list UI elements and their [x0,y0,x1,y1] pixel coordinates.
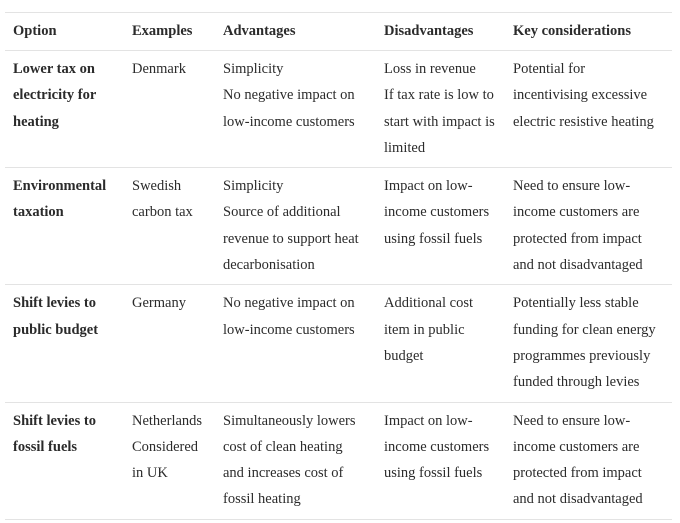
cell-text-line: Germany [132,295,186,312]
cell-option [5,402,124,519]
header-examples: Examples [132,23,193,39]
cell-text-line: Potentially less stable [513,295,639,312]
header-option: Option [13,23,57,39]
cell-option [5,51,124,168]
cell-text-line: in UK [132,465,168,482]
cell-text-line: using fossil fuels [384,465,483,482]
cell-disadvantages [376,402,505,519]
cell-text-line: funded through levies [513,374,640,391]
cell-text-line: Source of additional [223,204,341,221]
cell-text-line: Simplicity [223,61,284,77]
cell-examples [124,402,215,519]
cell-text-line: using fossil fuels [384,230,483,247]
cell-text-line: electric resistive heating [513,113,654,130]
options-table [5,12,672,520]
cell-text-line: limited [384,139,426,156]
cell-text-line: decarbonisation [223,257,315,274]
cell-text-line: and not disadvantaged [513,491,643,508]
cell-text-line: No negative impact on [223,295,355,312]
cell-examples [124,51,215,168]
options-table-container [5,12,672,520]
cell-text-line: Lower tax on [13,61,95,77]
table-row [5,168,672,285]
header-key-considerations: Key considerations [513,23,632,39]
cell-text-line: revenue to support heat [223,230,359,247]
cell-text-line: low-income customers [223,321,355,338]
cell-disadvantages [376,285,505,402]
cell-text-line: budget [384,347,424,364]
cell-text-line: public budget [13,321,99,338]
cell-text-line: Shift levies to [13,412,96,429]
cell-text-line: programmes previously [513,347,651,364]
cell-text-line: taxation [13,204,64,221]
table-row [5,402,672,519]
cell-text-line: income customers are [513,438,640,455]
cell-option [5,168,124,285]
cell-advantages [215,402,376,519]
cell-text-line: item in public [384,321,465,338]
cell-text-line: fossil heating [223,491,301,508]
table-body [5,51,672,520]
cell-advantages [215,285,376,402]
cell-text-line: Simplicity [223,178,284,195]
cell-examples [124,285,215,402]
cell-text-line: Potential for [513,61,586,77]
cell-text-line: If tax rate is low to [384,87,494,104]
cell-advantages [215,168,376,285]
cell-text-line: funding for clean energy [513,321,656,338]
cell-examples [124,168,215,285]
cell-text-line: protected from impact [513,465,642,482]
cell-text-line: cost of clean heating [223,438,343,455]
cell-text-line: Netherlands [132,412,203,429]
cell-key-considerations [505,285,672,402]
cell-key-considerations [505,51,672,168]
cell-disadvantages [376,51,505,168]
cell-text-line: fossil fuels [13,438,78,455]
cell-disadvantages [376,168,505,285]
cell-text-line: Impact on low- [384,412,473,429]
header-advantages: Advantages [223,23,296,39]
cell-text-line: heating [13,113,59,130]
cell-text-line: low-income customers [223,113,355,130]
table-header-row [5,13,672,51]
cell-text-line: electricity for [13,87,97,104]
cell-option [5,285,124,402]
cell-text-line: Considered [132,438,199,455]
table-row [5,285,672,402]
cell-text-line: income customers [384,438,490,455]
cell-text-line: Swedish [132,178,182,195]
header-disadvantages: Disadvantages [384,23,474,39]
cell-text-line: Simultaneously lowers [223,412,356,429]
cell-text-line: income customers [384,204,490,221]
cell-text-line: Shift levies to [13,295,96,312]
cell-text-line: protected from impact [513,230,642,247]
cell-text-line: and not disadvantaged [513,257,643,274]
table-row [5,51,672,168]
cell-text-line: Impact on low- [384,178,473,195]
cell-text-line: Need to ensure low- [513,178,631,195]
cell-advantages [215,51,376,168]
cell-text-line: Environmental [13,178,107,195]
cell-text-line: Need to ensure low- [513,412,631,429]
cell-text-line: Additional cost [384,295,474,312]
cell-text-line: Denmark [132,61,186,77]
cell-key-considerations [505,402,672,519]
cell-text-line: carbon tax [132,204,193,221]
cell-text-line: No negative impact on [223,87,355,104]
cell-text-line: income customers are [513,204,640,221]
cell-text-line: incentivising excessive [513,87,648,104]
cell-text-line: and increases cost of [223,465,344,482]
cell-text-line: Loss in revenue [384,61,476,77]
cell-key-considerations [505,168,672,285]
cell-text-line: start with impact is [384,113,495,130]
